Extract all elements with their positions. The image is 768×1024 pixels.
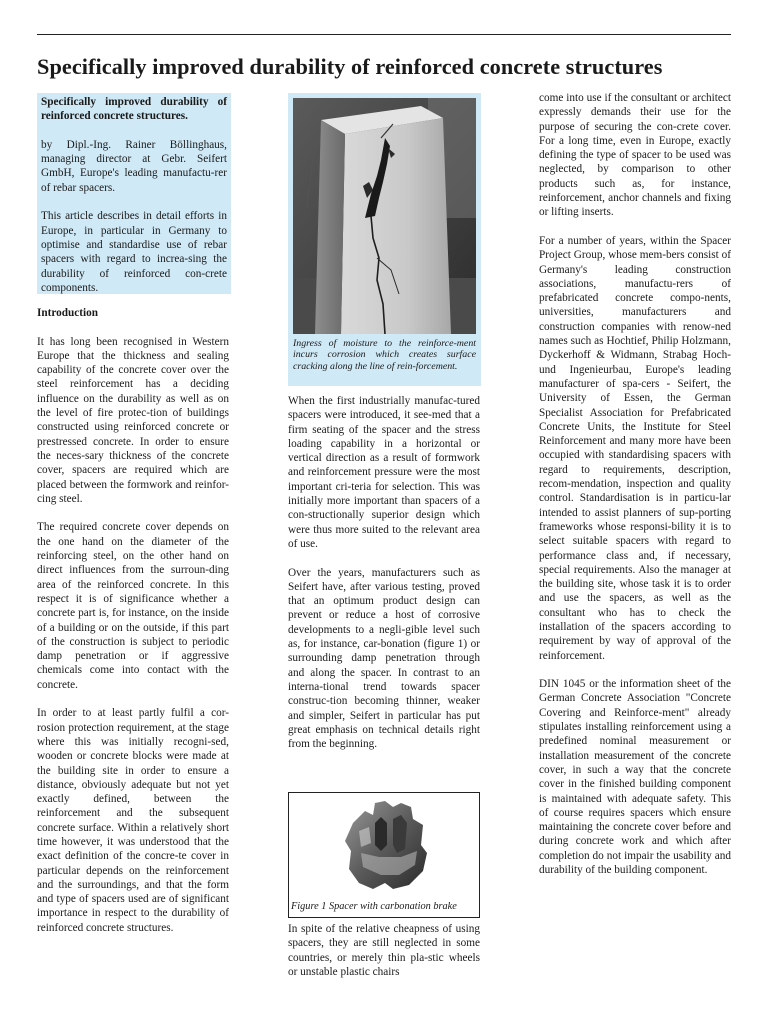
column-1-paragraph-1: It has long been recognised in Western Europe that the thickness and sealing capability of the concrete cover over the steel reinforcement has a deciding influence on the durability as well as on the level of fire protec-tion of buildings constructed using reinforced concrete or prestressed concrete. In order to ensure the neces-sary thickness of the concrete cover, spacers are required which are placed between the formwork and reinfor-cing steel. <box>37 335 229 505</box>
column-1-paragraph-3: In order to at least partly fulfil a cor-rosion protection requirement, at the stage where this was initially recogni-sed, wooden or concrete blocks were made at the building site in order to ensure a distance, obviously adequate but not yet exactly defined, between the reinforcement and the subsequent concrete surface. Within a relatively short time however, it was understood that the exact definition of the concre-te cover in particular depends on the reinforcement and the surroundings, and that the form and type of spacers used are of significant importance in respect to the durability of reinforced concrete structures. <box>37 707 229 934</box>
abstract-byline: by Dipl.-Ing. Rainer Böllinghaus, managing director at Gebr. Seifert GmbH, Europe's leading manufactu-rer of rebar spacers. <box>41 138 227 194</box>
cracked-concrete-photo <box>293 98 476 334</box>
spacer-illustration <box>289 793 479 899</box>
page-title: Specifically improved durability of reinforced concrete structures <box>37 54 663 79</box>
column-3-paragraph-1: come into use if the consultant or architect expressly demands their use for the purpose of securing the con-crete cover. For a long time, even in Europe, exactly defining the type of spacer to be used was neglected, by comparison to other products such as, for instance, reinforcement, anchor channels and fixing or lifting inserts. <box>539 92 731 219</box>
column-3-paragraph-3: DIN 1045 or the information sheet of the German Concrete Association "Concrete Covering and Reinforce-ment" already stipulates installing reinforcement using a predefined nominal measurement or installation measurement of the concrete cover, in such a way that the concrete cover in the finished building component is maintained with adequate safety. This of course requires spacers which ensure maintaining the concrete cover before and during concrete work and which after completion do not impair the usability and durability of the building component. <box>539 678 731 877</box>
photo-figure <box>288 93 481 386</box>
section-heading-introduction: Introduction <box>37 307 99 319</box>
photo-caption: Ingress of moisture to the reinforce-ment incurs corrosion which creates surface cracking along the line of rein-forcement. <box>293 338 476 372</box>
figure-1 <box>288 792 480 918</box>
column-2-continued <box>288 922 480 993</box>
abstract-title: Specifically improved durability of reinforced concrete structures. <box>41 96 227 123</box>
column-3 <box>539 91 731 892</box>
column-3-paragraph-2: For a number of years, within the Spacer Project Group, whose mem-bers consist of Germany's leading construction associations, manufactu-rers of prefabricated concrete compo-nents, universities, manufacturers and construction companies with renow-ned names such as Hochtief, Philip Holzmann, Dyckerhoff & Widmann, Strabag Hoch- und Ingenieurbau, Europe's leading manufacturer of spa-cers - Seifert, the University of Essen, the German Specialist Association for Prefabricated Concrete Units, the Institute for Steel Reinforcement and many more have been occupied with standardising spacers with regard to requirements, description, recom-mendation, inspection and quality control. Standardisation is in particu-lar intended to assist planners of sup-porting frameworks whose responsi-bility it is to select suitable spacers with regard to performance class and, if necessary, special requirements. Also the manager at the building site, whose task it is to order and use the spacers, as well as the consultant who has to check the installation of the spacers according to requirement by way of approval of the reinforcement. <box>539 234 731 662</box>
column-2 <box>288 394 480 766</box>
column-1 <box>37 306 229 949</box>
column-1-paragraph-2: The required concrete cover depends on the one hand on the diameter of the reinforcing steel, on the other hand on direct influences from the surroun-ding area of the reinforced concrete. In this respect it is of significance whether a concrete part is, for instance, on the inside of a building or on the outside, if this part of the construction is subject to periodic damp penetration or if aggressive chemicals come into contact with the concrete. <box>37 521 229 691</box>
column-2-paragraph-1: When the first industrially manufac-tured spacers were introduced, it see-med that a firm seating of the spacer and the stress loading capability in a horizontal or vertical direction as a result of formwork and reinforcement pressure were the most important cri-teria for selection. This was initially more important than spacers of a con-structionally superior design which were thus more suited to the relevant area of use. <box>288 395 480 550</box>
abstract-box <box>37 93 231 294</box>
column-2-paragraph-2: Over the years, manufacturers such as Seifert have, after various testing, proved that an optimum product design can prevent or reduce a host of corrosive developments to a negli-gible level such as, for instance, car-bonation (figure 1) or surrounding damp penetration through and along the spacer. In contrast to an interna-tional trend towards spacer construc-tion becoming thinner, weaker and simpler, Seifert in particular has put great emphasis on technical details right from the beginning. <box>288 566 480 751</box>
top-rule <box>37 34 731 35</box>
abstract-summary: This article describes in detail efforts in Europe, in particular in Germany to optimise and standardise use of rebar spacers with regard to increa-sing the durability of reinforced con-crete components. <box>41 210 227 294</box>
figure-1-caption: Figure 1 Spacer with carbonation brake <box>291 901 457 912</box>
column-2-paragraph-3: In spite of the relative cheapness of using spacers, they are still neglected in some countries, or merely thin pla-stic wheels or unstable plastic chairs <box>288 923 480 978</box>
